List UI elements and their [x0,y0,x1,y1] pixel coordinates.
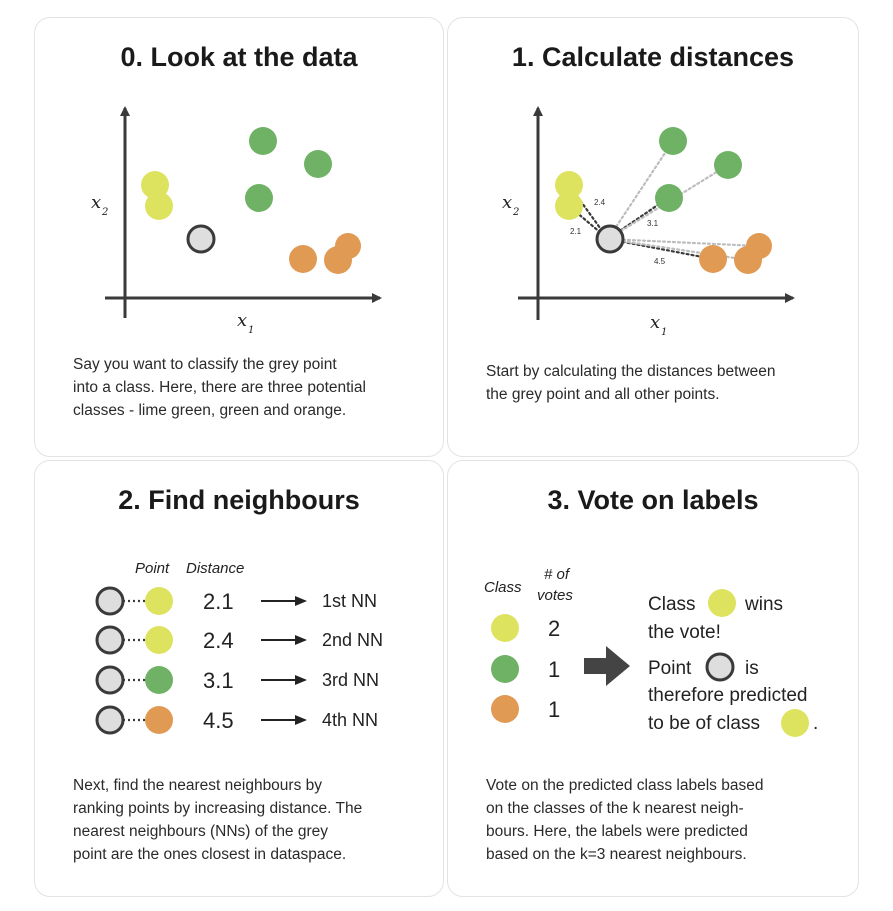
panel-look-at-data [34,17,444,457]
vote-count: 1 [548,657,561,682]
panel-description [486,774,844,866]
result-arrow [584,646,630,686]
y-axis-subscript: 2 [513,207,520,218]
orange-point [699,245,727,273]
grey-query-point [97,707,123,733]
description-line: Vote on the predicted class labels based [486,777,764,794]
description-line: nearest neighbours (NNs) of the grey [73,823,329,840]
neighbour-point [145,626,173,654]
panel-calculate-distances [447,17,859,457]
distance-label: 4.5 [654,257,666,266]
green-point [249,127,277,155]
green-point [659,127,687,155]
class-point [491,655,519,683]
grey-query-point [707,654,733,680]
rank-label: 3rd NN [322,670,380,690]
description-line: Say you want to classify the grey point [73,356,337,373]
neighbour-point [145,666,173,694]
orange-point [734,246,762,274]
green-point [714,151,742,179]
distance-label: 2.1 [570,227,582,236]
verdict-line: the vote! [648,622,721,643]
x-axis-subscript: 1 [248,325,255,336]
x-axis-label: x [650,312,661,333]
verdict-line: . [813,713,819,734]
vote-count: 2 [548,616,561,641]
description-line: ranking points by increasing distance. The [73,800,363,817]
column-header-votes: votes [537,587,573,604]
description-line: into a class. Here, there are three potential [73,379,366,396]
rank-label: 4th NN [322,710,379,730]
green-point [304,150,332,178]
orange-point [324,246,352,274]
orange-point [289,245,317,273]
verdict-line: Class [648,594,696,615]
panel-description [486,360,844,406]
panel-description [73,353,429,422]
description-line: based on the k=3 nearest neighbours. [486,846,747,863]
neighbour-point [145,706,173,734]
vote-count: 1 [548,697,561,722]
y-axis-label: x [91,192,102,213]
description-line: bours. Here, the labels were predicted [486,823,748,840]
description-line: on the classes of the k nearest neigh- [486,800,744,817]
grey-query-point [97,667,123,693]
verdict-line: is [745,658,759,679]
class-point [491,695,519,723]
description-line: Start by calculating the distances between [486,363,776,380]
green-points [245,127,332,212]
y-axis-label: x [502,192,513,213]
rank-label: 1st NN [322,591,378,611]
ranking-row [97,706,378,734]
grey-query-point [97,627,123,653]
verdict-line: therefore predicted [648,685,808,706]
predicted-class-point [781,709,809,737]
class-point [491,614,519,642]
grey-query-point [97,588,123,614]
neighbour-point [145,587,173,615]
lime-point [145,192,173,220]
x-axis-subscript: 1 [661,327,668,338]
verdict-text [648,589,818,737]
verdict-line: wins [745,594,784,615]
lime-points [141,171,173,220]
ranking-row [97,666,379,694]
column-header-distance: Distance [186,560,245,577]
x-axis-label: x [237,310,248,331]
vote-row [491,695,560,723]
ranking-row [97,587,377,615]
distance-label: 2.4 [594,198,606,207]
distance-label: 3.1 [647,219,659,228]
distance-value: 2.1 [203,589,234,614]
vote-row [491,655,560,683]
ranking-row [97,626,383,654]
winning-class-point [708,589,736,617]
panel-description [73,774,429,866]
verdict-line: Point [648,658,692,679]
grey-query-point [597,226,623,252]
distance-value: 2.4 [203,628,234,653]
column-header-point: Point [135,560,170,577]
description-line: point are the ones closest in dataspace. [73,846,347,863]
panel-find-neighbours [34,460,444,897]
panel-title: 0. Look at the data [120,42,358,72]
column-header-votes: # of [544,566,570,583]
verdict-line: to be of class [648,713,760,734]
y-axis-subscript: 2 [102,207,109,218]
description-line: Next, find the nearest neighbours by [73,777,323,794]
panel-title: 1. Calculate distances [511,42,795,72]
description-line: classes - lime green, green and orange. [73,402,347,419]
rank-label: 2nd NN [322,630,384,650]
vote-row [491,614,560,642]
lime-point [555,192,583,220]
green-point [655,184,683,212]
green-point [245,184,273,212]
orange-points [289,233,361,274]
column-header-class: Class [484,579,522,596]
panel-title: 3. Vote on labels [547,485,759,515]
panel-vote-on-labels [447,460,859,897]
distance-value: 3.1 [203,668,234,693]
grey-query-point [188,226,214,252]
description-line: the grey point and all other points. [486,386,720,403]
panel-title: 2. Find neighbours [118,485,360,515]
distance-value: 4.5 [203,708,234,733]
